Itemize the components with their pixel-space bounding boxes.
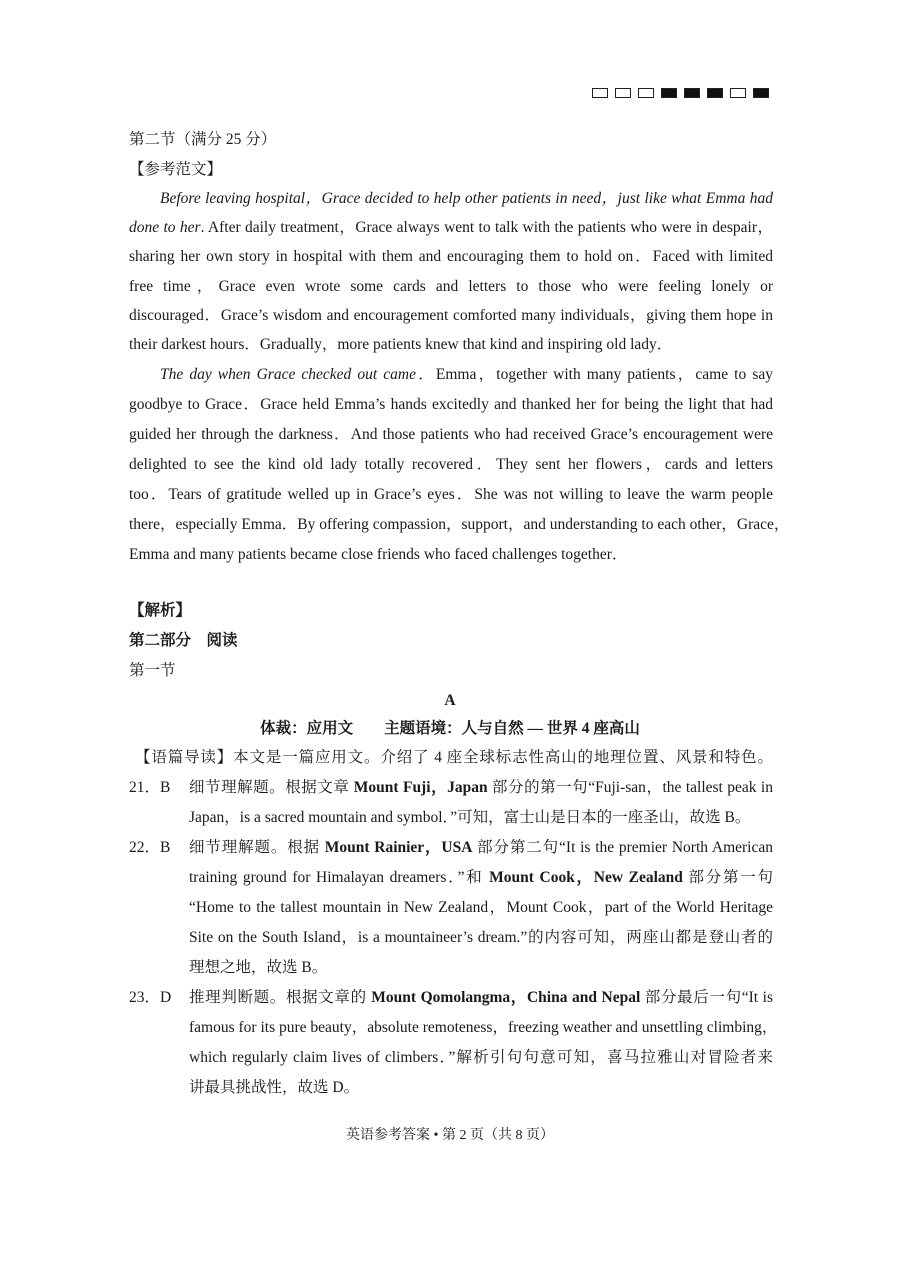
passage-guide: 【语篇导读】本文是一篇应用文。介绍了 4 座全球标志性高山的地理位置、风景和特色。 xyxy=(135,749,773,766)
q23-line1 xyxy=(189,983,773,1013)
essay-p1-line2-rest: . After daily treatment，Grace always went to talk with the patients who were in despair， xyxy=(200,219,773,236)
essay-p1-line1: Before leaving hospital，Grace decided to help other patients in need，just like what Emma had xyxy=(160,190,773,207)
q22-line2-c: 部分第一句 xyxy=(682,869,773,886)
q22-line1-c: 部分第二句“It is the premier North American xyxy=(472,839,773,856)
model-essay-title: 【参考范文】 xyxy=(129,161,223,178)
header-square xyxy=(753,88,769,98)
q21-line1-c: 部分的第一句“Fuji-san，the tallest peak in xyxy=(487,779,773,796)
q22-line5: 理想之地，故选 B。 xyxy=(189,959,328,976)
q22-line2-b: Mount Cook，New Zealand xyxy=(489,869,683,886)
page-footer: 英语参考答案 • 第 2 页（共 8 页） xyxy=(346,1128,554,1143)
essay-p1-line6: their darkest hours．Gradually，more patients knew that kind and inspiring old lady． xyxy=(129,336,673,353)
header-square xyxy=(615,88,631,98)
q21-line1-a: 细节理解题。根据文章 xyxy=(189,779,354,796)
essay-p1-line2 xyxy=(129,213,773,243)
essay-p1-line3: sharing her own story in hospital with them and encouraging them to hold on．Faced with limited xyxy=(129,248,773,265)
q23-number: 23．D xyxy=(129,989,172,1006)
essay-p1-line4: free time，Grace even wrote some cards and letters to those who were feeling lonely or xyxy=(129,278,773,295)
q23-line3: which regularly claim lives of climbers．”解析引句句意可知，喜马拉雅山对冒险者来 xyxy=(189,1049,773,1066)
q22-line4: Site on the South Island，is a mountaineer’s dream.”的内容可知，两座山都是登山者的 xyxy=(189,929,773,946)
q23-line1-c: 部分最后一句“It is xyxy=(640,989,773,1006)
essay-p2-line1 xyxy=(160,360,773,390)
essay-p2-line6: there，especially Emma．By offering compassion，support，and understanding to each other，Grace， xyxy=(129,516,790,533)
header-square xyxy=(684,88,700,98)
header-square xyxy=(638,88,654,98)
section-heading: 第二节（满分 25 分） xyxy=(129,131,277,148)
q21-line1 xyxy=(189,773,773,803)
header-square xyxy=(730,88,746,98)
q21-line1-b: Mount Fuji，Japan xyxy=(353,779,488,796)
analysis-title: 【解析】 xyxy=(129,602,192,619)
q22-line2 xyxy=(189,863,773,893)
essay-p2-line1-italic: The day when Grace checked out came xyxy=(160,366,416,383)
header-square xyxy=(592,88,608,98)
q22-line1 xyxy=(189,833,773,863)
essay-p1-line5: discouraged．Grace’s wisdom and encouragement comforted many individuals，giving them hope in xyxy=(129,307,773,324)
essay-p1-line2-italic: done to her xyxy=(129,219,201,236)
q22-line3: “Home to the tallest mountain in New Zealand，Mount Cook，part of the World Heritage xyxy=(189,899,773,916)
q21-line2: Japan，is a sacred mountain and symbol．”可知，富士山是日本的一座圣山，故选 B。 xyxy=(189,809,751,826)
essay-p2-line7: Emma and many patients became close friends who faced challenges together． xyxy=(129,546,628,563)
q22-line2-a: training ground for Himalayan dreamers．”和 xyxy=(189,869,490,886)
passage-letter: A xyxy=(444,692,456,709)
q23-line2: famous for its pure beauty，absolute remoteness，freezing weather and unsettling climbing， xyxy=(189,1019,778,1036)
essay-p2-line3: guided her through the darkness．And those patients who had received Grace’s encouragement were xyxy=(129,426,773,443)
q23-line1-a: 推理判断题。根据文章的 xyxy=(189,989,372,1006)
q23-line1-b: Mount Qomolangma，China and Nepal xyxy=(371,989,641,1006)
section-one-heading: 第一节 xyxy=(129,662,176,679)
q23-line4: 讲最具挑战性，故选 D。 xyxy=(189,1079,360,1096)
header-square xyxy=(661,88,677,98)
q21-number: 21．B xyxy=(129,779,171,796)
header-squares xyxy=(592,88,769,98)
part-heading: 第二部分 阅读 xyxy=(129,632,238,649)
q22-number: 22．B xyxy=(129,839,171,856)
q22-line1-b: Mount Rainier，USA xyxy=(324,839,473,856)
header-square xyxy=(707,88,723,98)
essay-p2-line1-rest: ．Emma，together with many patients，came to say xyxy=(415,366,773,383)
essay-p2-line2: goodbye to Grace．Grace held Emma’s hands excitedly and thanked her for being the light that had xyxy=(129,396,773,413)
essay-p2-line5: too．Tears of gratitude welled up in Grace’s eyes．She was not willing to leave the warm people xyxy=(129,486,773,503)
q22-line1-a: 细节理解题。根据 xyxy=(189,839,325,856)
genre-theme-line: 体裁：应用文 主题语境：人与自然 — 世界 4 座高山 xyxy=(260,720,640,737)
essay-p2-line4: delighted to see the kind old lady totally recovered．They sent her flowers，cards and letters xyxy=(129,456,773,473)
